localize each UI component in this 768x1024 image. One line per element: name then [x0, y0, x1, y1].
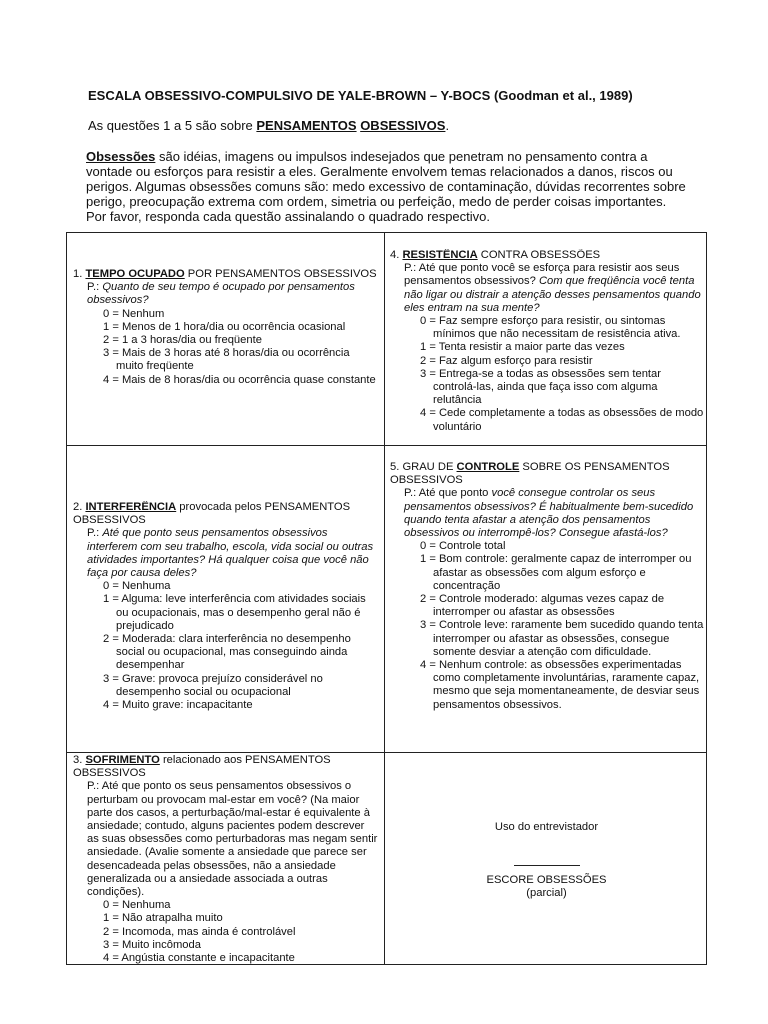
item-5-cell	[390, 461, 704, 751]
item-4-options	[390, 315, 704, 434]
item-2-cell	[73, 501, 379, 751]
item-2-option-2[interactable]: 2 = Moderada: clara interferência no desempenho social ou ocupacional, mas conseguindo ainda desempenhar	[103, 633, 351, 672]
item-3-options	[73, 899, 379, 964]
intro-definition: são idéias, imagens ou impulsos indesejados que penetram no pensamento contra a vontade ou esforços para resistir a eles. Geralmente envolvem temas relacionados a danos, riscos ou perigos. Algumas obsessões comuns são: medo excessivo de contaminação, dúvidas recorrentes sobre perigo, preocupação extrema com ordem, simetria ou perfeição, medo de perder coisas importantes.	[86, 149, 686, 209]
row-divider-2	[67, 752, 706, 753]
item-4-option-1[interactable]: 1 = Tenta resistir a maior parte das vezes	[420, 341, 625, 354]
intro-term: Obsessões	[86, 149, 156, 164]
item-3-option-2[interactable]: 2 = Incomoda, mas ainda é controlável	[103, 925, 296, 938]
intro-instruction: Por favor, responda cada questão assinalando o quadrado respectivo.	[86, 209, 490, 224]
item-3-option-0[interactable]: 0 = Nenhuma	[103, 899, 171, 912]
score-blank[interactable]	[514, 864, 580, 866]
item-2-option-0[interactable]: 0 = Nenhuma	[103, 580, 171, 593]
item-4-cell	[390, 249, 704, 444]
item-2-options	[73, 580, 379, 712]
item-2-heading: 2. INTERFERÊNCIA provocada pelos PENSAMENTOS OBSESSIVOS	[73, 501, 351, 527]
item-4-option-0[interactable]: 0 = Faz sempre esforço para resistir, ou sintomas mínimos que não necessitam de resistência ativa.	[420, 315, 681, 341]
item-4-question: P.: Até que ponto você se esforça para resistir aos seus pensamentos obsessivos? Com que freqüência você tenta não ligar ou distrair a atenção desses pensamentos quando eles entram na sua mente?	[404, 262, 701, 314]
item-5-option-1[interactable]: 1 = Bom controle: geralmente capaz de interromper ou afastar as obsessões com algum esforço e concentração	[420, 553, 692, 592]
item-2-option-4[interactable]: 4 = Muito grave: incapacitante	[103, 699, 253, 712]
item-2-option-1[interactable]: 1 = Alguma: leve interferência com atividades sociais ou ocupacionais, mas o desempenho geral não é prejudicado	[103, 593, 366, 632]
score-sub-label: (parcial)	[526, 887, 567, 899]
item-3-question: P.: Até que ponto os seus pensamentos obsessivos o perturbam ou provocam mal-estar em você? (Na maior parte dos casos, a perturbação/mal-estar é equivalente à ansiedade; contudo, alguns pacientes podem descrever as suas obsessões como perturbadoras mas negam sentir ansiedade. (Avalie somente a ansiedade que parece ser desencadeada pelas obsessões, não a ansiedade generalizada ou a ansiedade associada a outras condições).	[87, 780, 378, 899]
item-5-options	[390, 540, 704, 712]
item-1-options	[73, 308, 379, 387]
interviewer-use-label: Uso do entrevistador	[494, 821, 599, 833]
item-4-key: RESISTÊNCIA	[402, 249, 478, 261]
item-4-option-2[interactable]: 2 = Faz algum esforço para resistir	[420, 354, 593, 367]
item-5-option-2[interactable]: 2 = Controle moderado: algumas vezes capaz de interromper ou afastar as obsessões	[420, 593, 665, 619]
row-divider-1	[67, 445, 706, 446]
lead-keyword-1: PENSAMENTOS	[256, 118, 357, 133]
item-1-option-3[interactable]: 3 = Mais de 3 horas até 8 horas/dia ou ocorrência muito freqüente	[103, 347, 350, 373]
score-label: ESCORE OBSESSÕES	[486, 874, 607, 886]
item-1-heading: 1. TEMPO OCUPADO POR PENSAMENTOS OBSESSIVOS	[73, 268, 377, 280]
item-1-option-1[interactable]: 1 = Menos de 1 hora/dia ou ocorrência ocasional	[103, 320, 346, 333]
lead-prefix: As questões 1 a 5 são sobre	[88, 118, 257, 133]
item-3-option-4[interactable]: 4 = Angústia constante e incapacitante	[103, 952, 295, 964]
item-4-option-4[interactable]: 4 = Cede completamente a todas as obsessões de modo voluntário	[420, 407, 704, 433]
score-blank-line[interactable]	[385, 857, 707, 870]
intro-paragraph	[86, 149, 692, 224]
item-3-option-1[interactable]: 1 = Não atrapalha muito	[103, 912, 223, 925]
item-1-option-4[interactable]: 4 = Mais de 8 horas/dia ou ocorrência quase constante	[103, 373, 376, 386]
item-2-option-3[interactable]: 3 = Grave: provoca prejuízo considerável no desempenho social ou ocupacional	[103, 672, 323, 698]
item-4-heading: 4. RESISTÊNCIA CONTRA OBSESSÕES	[390, 249, 601, 261]
item-1-key: TEMPO OCUPADO	[85, 268, 185, 280]
lead-keyword-2: OBSESSIVOS	[360, 118, 446, 133]
item-3-key: SOFRIMENTO	[85, 754, 160, 766]
item-2-key: INTERFERÊNCIA	[85, 501, 177, 513]
item-1-option-2[interactable]: 2 = 1 a 3 horas/dia ou freqüente	[103, 334, 262, 347]
item-2-question: P.: Até que ponto seus pensamentos obsessivos interferem com seu trabalho, escola, vida social ou outras atividades importantes? Há qualquer coisa que você não faça por causa deles?	[87, 527, 374, 580]
page-title: ESCALA OBSESSIVO-COMPULSIVO DE YALE-BROWN – Y-BOCS (Goodman et al., 1989)	[88, 88, 633, 103]
lead-suffix: .	[445, 118, 450, 133]
item-5-heading: 5. GRAU DE CONTROLE SOBRE OS PENSAMENTOS OBSESSIVOS	[390, 461, 670, 487]
item-4-option-3[interactable]: 3 = Entrega-se a todas as obsessões sem tentar controlá-las, ainda que faça isso com alguma relutância	[420, 367, 661, 407]
item-5-question: P.: Até que ponto você consegue controlar os seus pensamentos obsessivos? É habitualmente bem-sucedido quando tenta afastar a atenção dos pensamentos obsessivos ou interrompê-los? Consegue afastá-los?	[404, 487, 694, 540]
item-3-option-3[interactable]: 3 = Muito incômoda	[103, 938, 201, 951]
question-grid	[66, 232, 707, 965]
item-5-option-4[interactable]: 4 = Nenhum controle: as obsessões experimentadas como completamente involuntárias, raramente capaz, mesmo que seja momentaneamente, de desviar seus pensamentos obsessivos.	[420, 659, 700, 711]
item-5-option-3[interactable]: 3 = Controle leve: raramente bem sucedido quando tenta interromper ou afastar as obsessões, consegue somente desviar a atenção com dificuldade.	[420, 619, 704, 658]
item-3-cell	[73, 754, 379, 964]
section-lead	[88, 118, 449, 133]
column-divider	[384, 233, 385, 964]
item-1-question: P.: Quanto de seu tempo é ocupado por pensamentos obsessivos?	[87, 281, 355, 307]
item-1-cell	[73, 268, 379, 443]
item-3-heading: 3. SOFRIMENTO relacionado aos PENSAMENTOS OBSESSIVOS	[73, 754, 331, 780]
item-1-option-0[interactable]: 0 = Nenhum	[103, 307, 165, 320]
item-5-option-0[interactable]: 0 = Controle total	[420, 540, 506, 553]
item-5-key: CONTROLE	[456, 461, 520, 473]
